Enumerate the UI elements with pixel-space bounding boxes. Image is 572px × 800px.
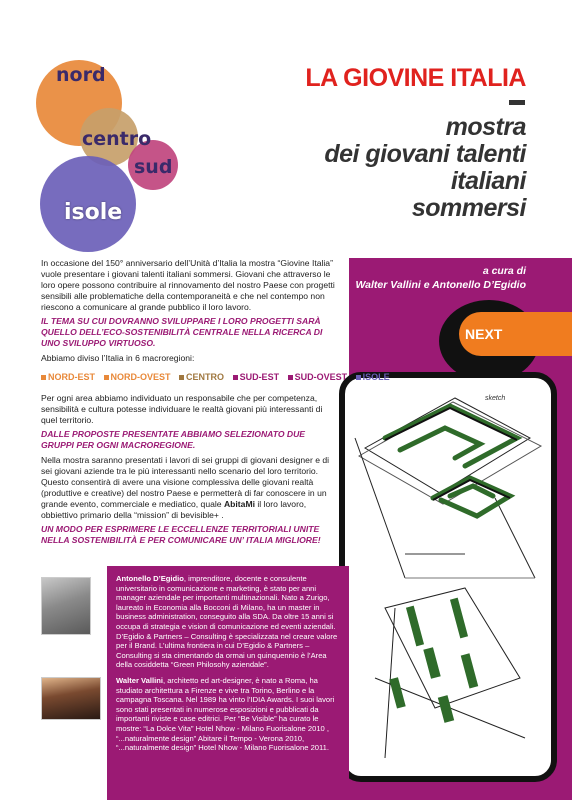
sketch-frame [339,372,557,782]
macroregions-intro: Abbiamo diviso l’Italia in 6 macroregioni: [41,353,195,363]
exhibit-text-end: il loro lavoro, obbiettivo primario della “mission” di bevisible+ . [41,499,307,520]
region-item: SUD-OVEST [288,372,351,382]
region-item: NORD-EST [41,372,98,382]
bio-antonello [116,574,338,670]
region-item: SUD-EST [233,372,283,382]
per-area-paragraph: Per ogni area abbiamo individuato un responsabile che per competenza, sensibilità e cultura potesse individuare le realtà giovani più interessanti di quel territorio. [41,393,323,425]
selection-statement: DALLE PROPOSTE PRESENTATE ABBIAMO SELEZIONATO DUE GRUPPI PER OGNI MACROREGIONE. [41,429,306,450]
subtitle-line: sommersi [411,194,526,222]
curator-credit [355,264,526,292]
bullet-icon [288,375,293,380]
regions-logo [30,52,220,252]
svg-text:sketch: sketch [485,395,506,402]
curator-line2: Walter Vallini e Antonello D’Egidio [355,279,526,291]
next-button[interactable]: NEXT [459,312,572,356]
logo-label-centro: centro [82,128,152,150]
article-body [41,258,390,550]
bullet-icon [233,375,238,380]
region-item: ISOLE [356,372,393,382]
logo-label-isole: isole [64,200,123,225]
bullet-icon [104,375,109,380]
bio-text: , architetto ed art-designer, è nato a Roma, ha studiato architettura a Firenze e vive tra Torino, Berlino e la campagna Toscana. Nel 1989 ha vinto l’IDIA Awards. I suoi lavori sono stati presentati in numerose esposizioni e pubblicati da importanti riviste e case editrici. Per “Be Visible” ha curato le mostre: “La Dolce Vita” Hotel Nhow - Milano Fuorisalone 2010 , “...naturalmente design” Abitare il Tempo - Verona 2010, “...naturalmente design” Hotel Nhow - Milano Fuorisalone 2011. [116,676,335,753]
bio-walter [116,676,338,753]
closing-statement: UN MODO PER ESPRIMERE LE ECCELLENZE TERRITORIALI UNITE NELLA SOSTENIBILITÀ E PER COMUNICARE UN’ ITALIA MIGLIORE! [41,524,321,545]
exhibit-text: Nella mostra saranno presentati i lavori di sei gruppi di giovani designer e di sei giovani aziende tra le più interessanti nello scenario del loro territorio. Questo consentirà di avere una visione complessiva delle giovani realtà (produttive e creative) del nostro Paese e permetterà di far conoscere in un grande evento, commerciale e mediatico, quale [41,455,330,509]
regions-list [41,372,390,383]
bullet-icon [356,375,361,380]
logo-label-sud: sud [134,156,173,178]
abitami-brand: AbitaMi [223,499,255,509]
page-subtitle [324,114,526,222]
logo-label-nord: nord [56,64,106,86]
region-item: NORD-OVEST [104,372,174,382]
region-item: CENTRO [179,372,227,382]
bio-name: Walter Vallini [116,676,163,685]
subtitle-line: italiani [450,167,526,195]
subtitle-line: dei giovani talenti [324,140,526,168]
architectural-sketch [345,378,551,776]
exhibit-paragraph [41,455,337,521]
title-mark [509,100,525,107]
bullet-icon [179,375,184,380]
theme-statement: IL TEMA SU CUI DOVRANNO SVILUPPARE I LORO PROGETTI SARÀ QUELLO DELL’ECO-SOSTENIBILITÀ CENTRALE NELLA RICERCA DI UNO SVILUPPO VIRTUOSO. [41,316,323,348]
portrait-antonello [41,577,91,635]
portrait-walter [41,677,101,720]
bio-name: Antonello D’Egidio [116,574,184,583]
page-title: LA GIOVINE ITALIA [305,64,526,92]
bio-text: , imprenditore, docente e consulente universitario in comunicazione e marketing, è stato per anni manager aziendale per importanti multinazionali. Nato a Zurigo, laureato in Economia alla Bocconi di Milano, ha un master in business administration, conseguito alla SDA. Da oltre 15 anni si occupa di strategia e vision di comunicazione ed eventi aziendali. D’Egidio & Partners – Consulting è specializzata nel creare valore per il Brand. L’ultima frontiera in cui D’Egidio & Partners – Consulting si sta cimentando da ormai un quinquennio è l’Area della cosiddetta “Green Philosohy aziendale”. [116,574,338,670]
bullet-icon [41,375,46,380]
subtitle-line: mostra [445,113,526,141]
intro-paragraph: In occasione del 150° anniversario dell’Unità d’Italia la mostra “Giovine Italia” vuole presentare i giovani talenti italiani sommersi. Giovani che attraverso le loro opere possono contribuire al rinnovamento del nostro Paese con progetti sensibili alle problematiche della contemporaneità e che nel contempo non riescono a comunicare al grande pubblico il loro lavoro. [41,258,335,312]
curator-line1: a cura di [482,265,526,277]
